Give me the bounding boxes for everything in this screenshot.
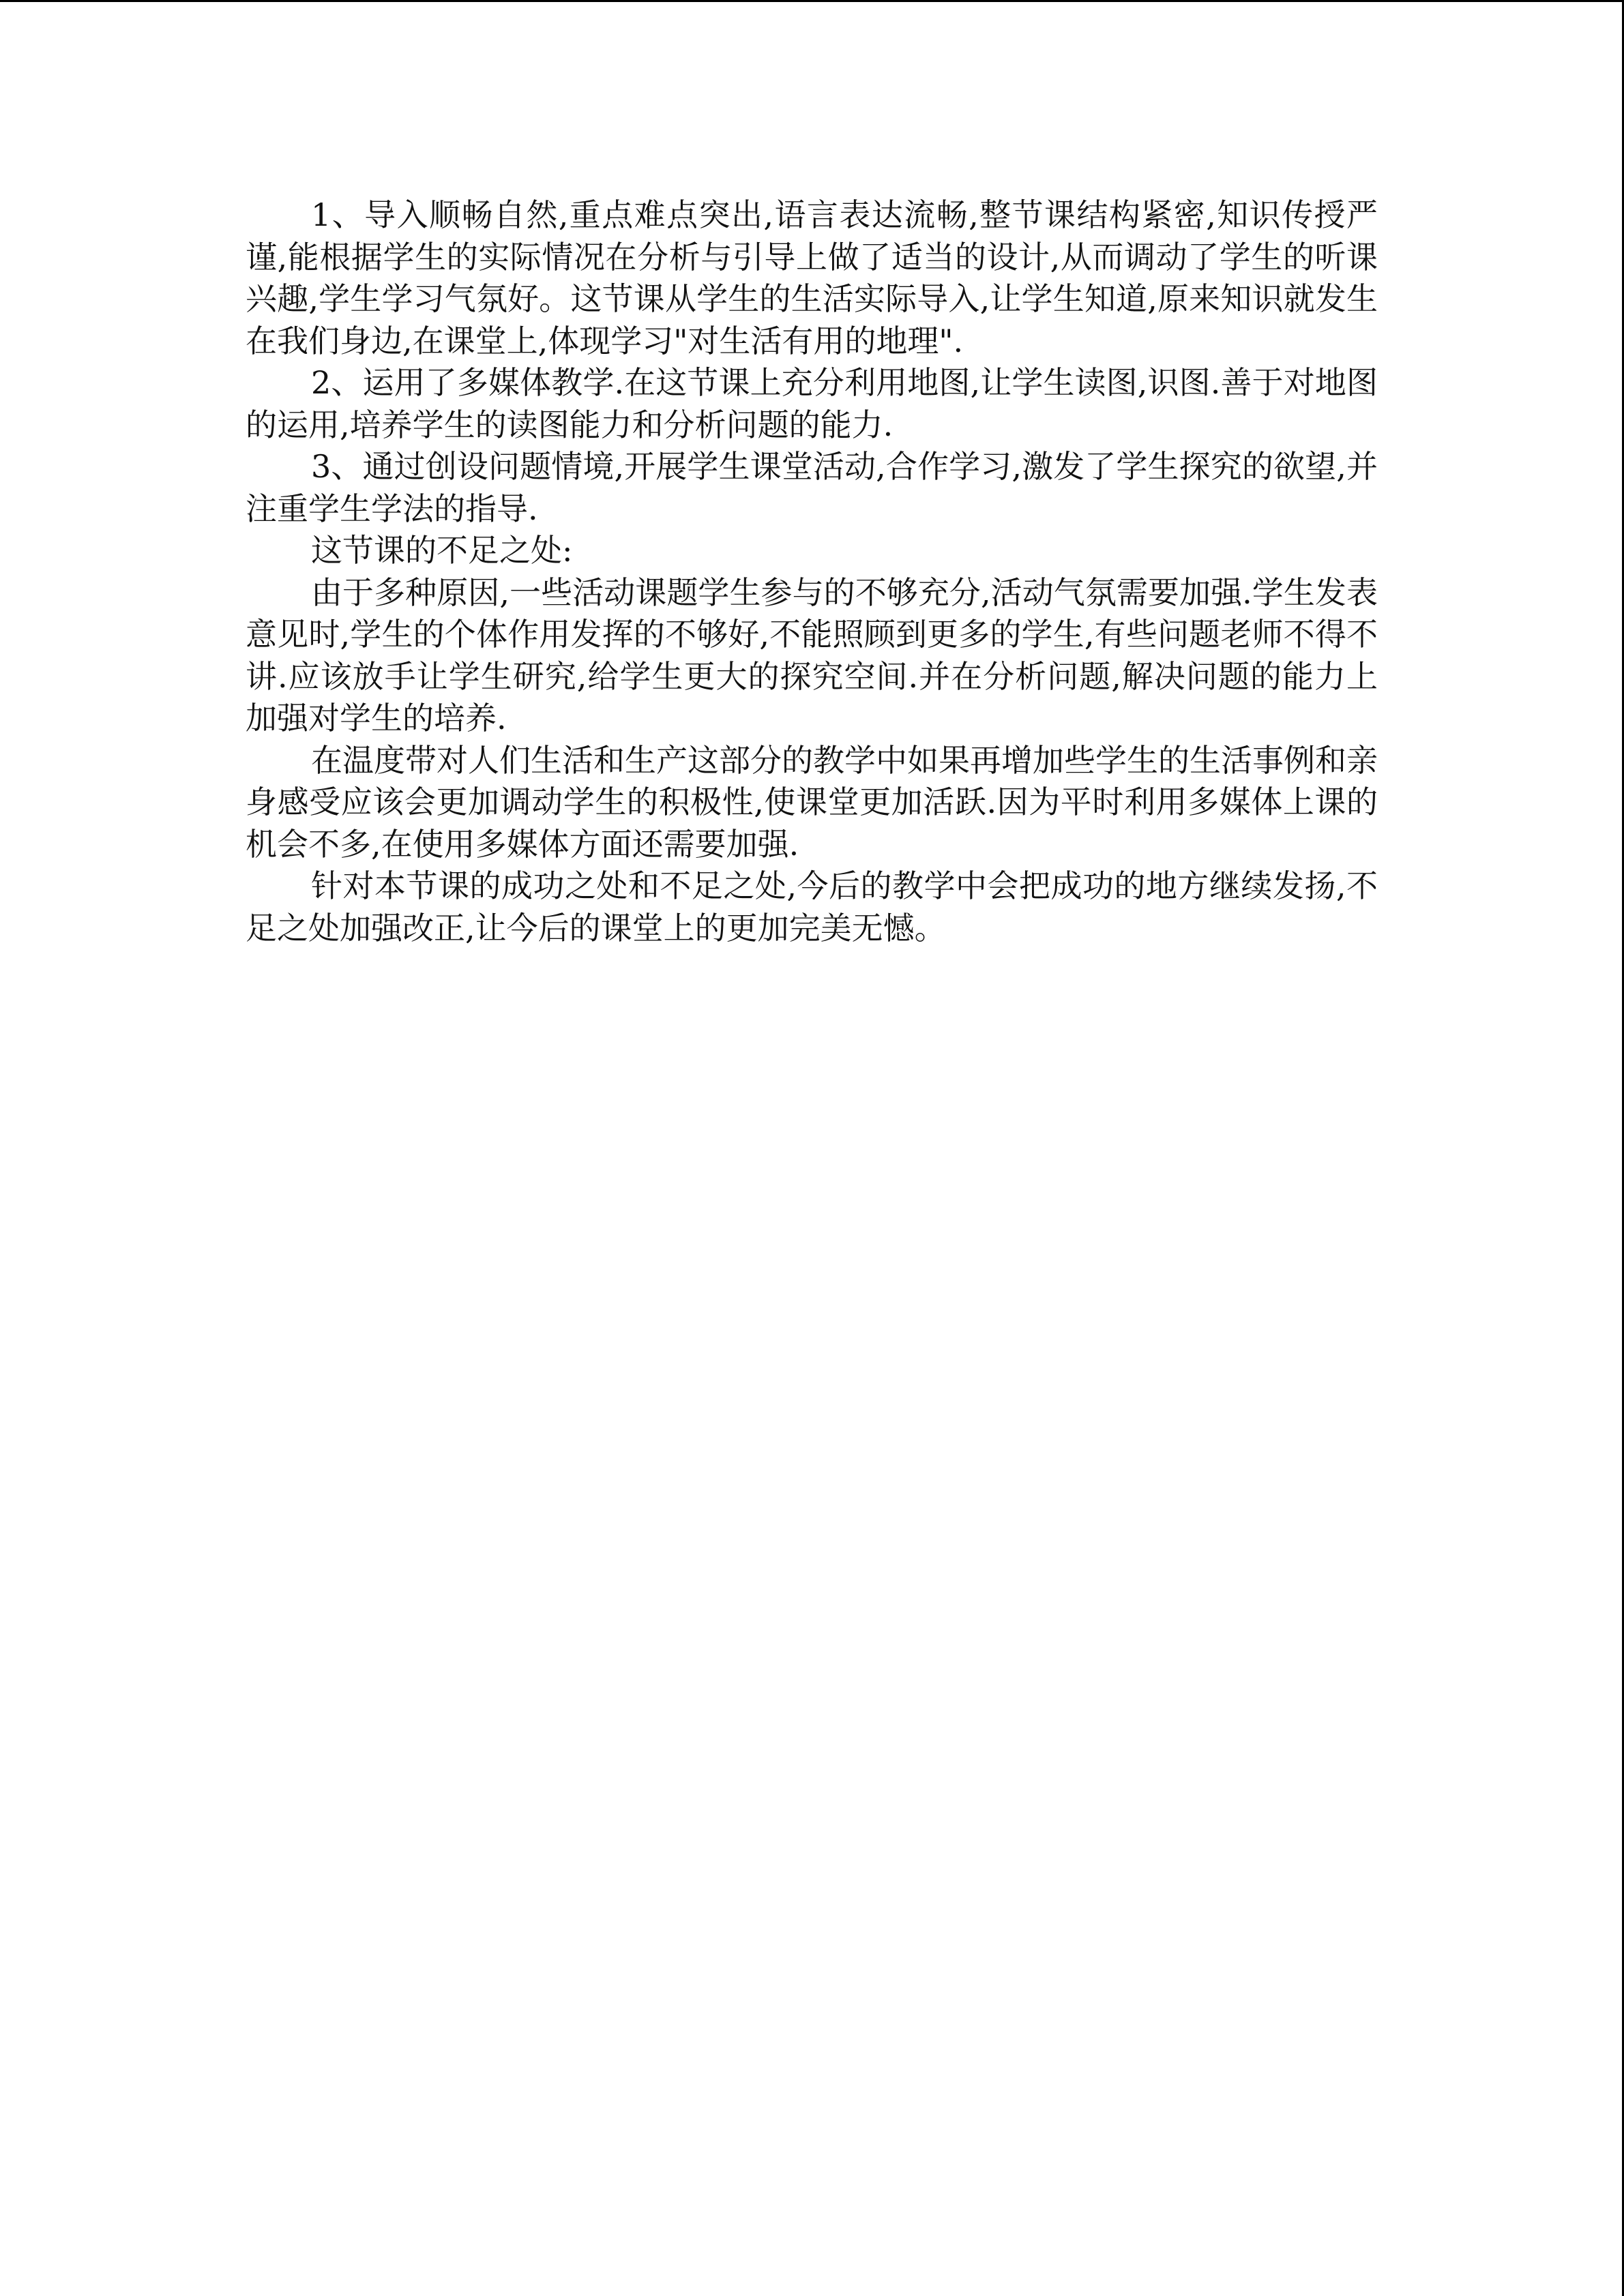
document-body (246, 194, 1378, 949)
paragraph-7: 针对本节课的成功之处和不足之处,今后的教学中会把成功的地方继续发扬,不足之处加强改正,让今后的课堂上的更加完美无憾。 (246, 867, 1378, 946)
paragraph-5: 由于多种原因,一些活动课题学生参与的不够充分,活动气氛需要加强.学生发表意见时,学生的个体作用发挥的不够好,不能照顾到更多的学生,有些问题老师不得不讲.应该放手让学生研究,给学生更大的探究空间.并在分析问题,解决问题的能力上加强对学生的培养. (246, 573, 1378, 736)
paragraph-2: 2、运用了多媒体教学.在这节课上充分利用地图,让学生读图,识图.善于对地图的运用,培养学生的读图能力和分析问题的能力. (246, 364, 1378, 443)
paragraph-6: 在温度带对人们生活和生产这部分的教学中如果再增加些学生的生活事例和亲身感受应该会更加调动学生的积极性,使课堂更加活跃.因为平时利用多媒体上课的机会不多,在使用多媒体方面还需要加强. (246, 741, 1378, 863)
paragraph-1: 1、导入顺畅自然,重点难点突出,语言表达流畅,整节课结构紧密,知识传授严谨,能根据学生的实际情况在分析与引导上做了适当的设计,从而调动了学生的听课兴趣,学生学习气氛好。这节课从学生的生活实际导入,让学生知道,原来知识就发生在我们身边,在课堂上,体现学习"对生活有用的地理". (246, 196, 1378, 359)
section-heading-shortcomings: 这节课的不足之处: (311, 532, 573, 569)
paragraph-3: 3、通过创设问题情境,开展学生课堂活动,合作学习,激发了学生探究的欲望,并注重学生学法的指导. (246, 448, 1378, 527)
